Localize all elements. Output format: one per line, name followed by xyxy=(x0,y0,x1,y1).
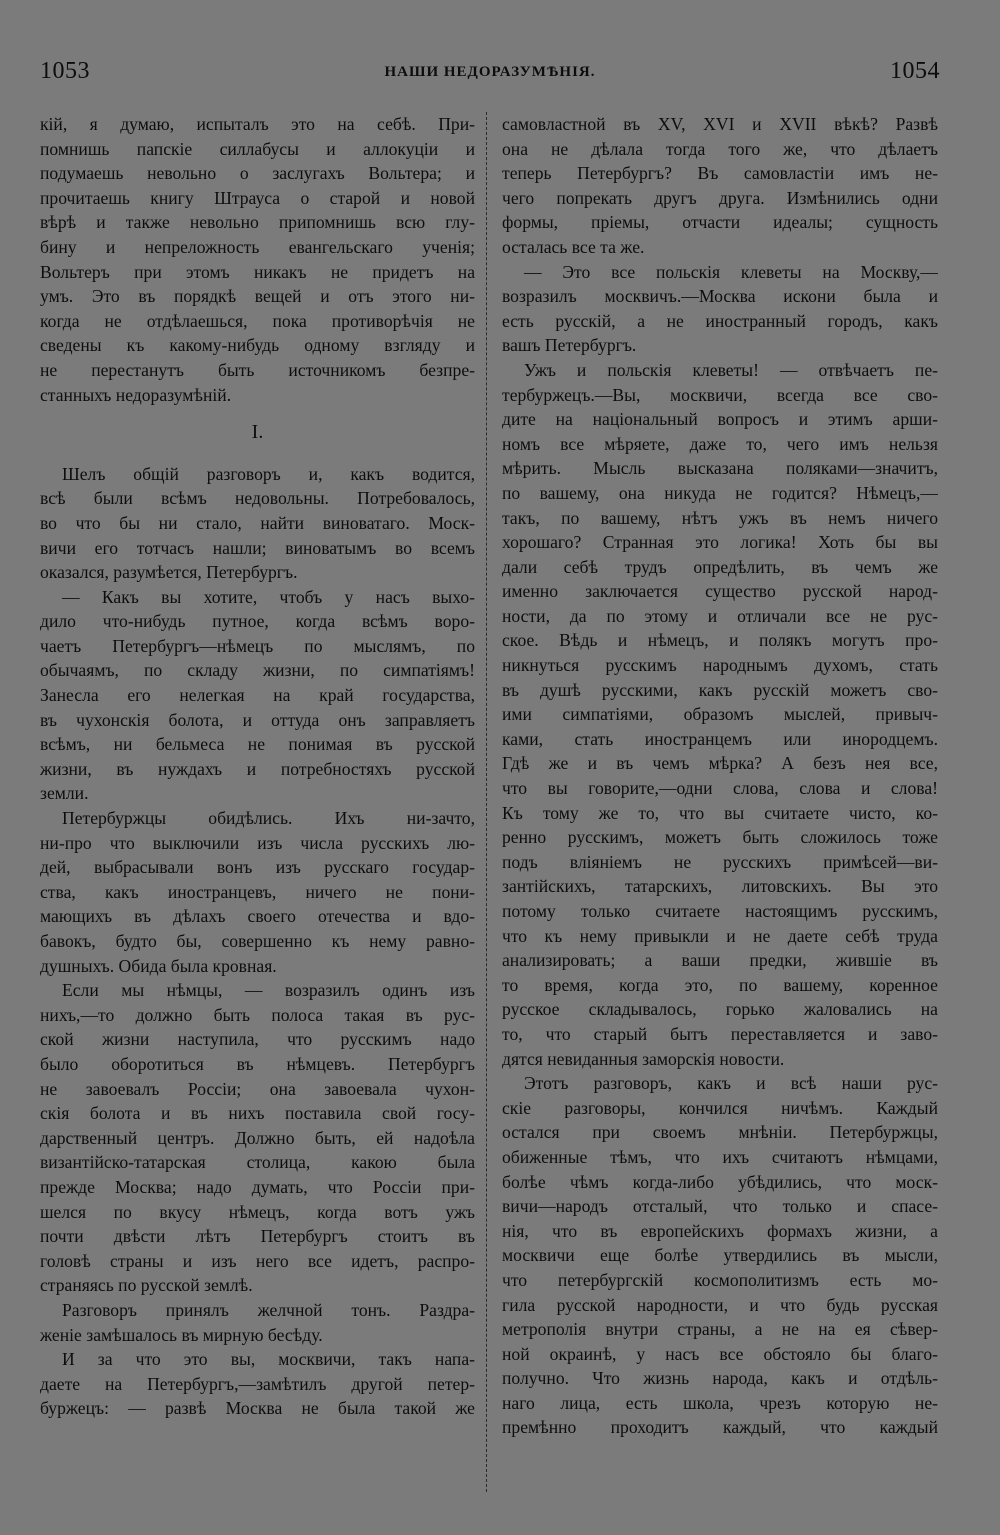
text-line: метрополія внутри страны, а не на ея сѣвер- xyxy=(502,1319,938,1340)
text-line: Разговоръ принялъ желчной тонъ. Раздра- xyxy=(62,1299,475,1320)
text-line: даете на Петербургъ,—замѣтилъ другой петер- xyxy=(40,1373,475,1394)
text-line: никнуться русскимъ народнымъ духомъ, стать xyxy=(502,655,938,676)
text-line: почти двѣсти лѣтъ Петербургъ стоитъ въ xyxy=(40,1226,475,1247)
right-column xyxy=(502,112,938,1440)
text-line: зантійскихъ, татарскихъ, литовскихъ. Вы это xyxy=(502,876,938,897)
text-line: сведены къ какому-нибудь одному взгляду и xyxy=(40,335,475,356)
text-line: получно. Что жизнь народа, какъ и отдѣль- xyxy=(502,1368,938,1389)
text-line: мѣрить. Мысль высказана поляками—значитъ, xyxy=(502,458,938,479)
text-line: мающихъ въ дѣлахъ своего отечества и вдо- xyxy=(40,906,475,927)
text-line: страняясь по русской землѣ. xyxy=(40,1275,253,1296)
text-line: въ чухонскія болота, и оттуда онъ заправляетъ xyxy=(40,709,475,730)
text-line: помнишь папскіе силлабусы и аллокуціи и xyxy=(40,138,475,159)
text-line: она не дѣлала тогда того же, что дѣлаетъ xyxy=(502,138,938,159)
text-line: тербуржецъ.—Вы, москвичи, всегда все сво- xyxy=(502,384,938,405)
text-line: то время, когда это, по вашему, коренное xyxy=(502,974,938,995)
text-line: И за что это вы, москвичи, такъ напа- xyxy=(62,1349,475,1370)
section-heading: I. xyxy=(251,421,264,444)
text-line: дали себѣ трудъ опредѣлить, въ чемъ же xyxy=(502,556,938,577)
text-line: станныхъ недоразумѣній. xyxy=(40,384,232,405)
text-line: обычаямъ, по складу жизни, по симпатіямъ! xyxy=(40,660,475,681)
text-line: ское. Вѣдь и нѣмецъ, и полякъ могутъ про- xyxy=(502,630,938,651)
text-line: бавокъ, будто бы, совершенно къ нему равно- xyxy=(40,931,475,951)
text-line: вичи—народъ отсталый, что только и спасе- xyxy=(502,1196,938,1217)
text-line: обиженные тѣмъ, что ихъ считаютъ нѣмцами, xyxy=(502,1146,938,1167)
text-line: Если мы нѣмцы, — возразилъ одинъ изъ xyxy=(62,980,475,1001)
text-line: анализировать; а ваши предки, жившіе въ xyxy=(502,950,938,971)
text-line: Гдѣ же и въ чемъ мѣрка? А безъ нея все, xyxy=(502,753,938,774)
text-line: вѣрѣ и также невольно припомнишь всю глу- xyxy=(40,212,475,233)
column-divider xyxy=(486,112,487,1492)
text-line: скіе разговоры, кончился ничѣмъ. Каждый xyxy=(502,1097,938,1118)
text-line: гила русской народности, и что будь русская xyxy=(502,1294,938,1315)
text-line: нія, что въ европейскихъ формахъ жизни, а xyxy=(502,1220,938,1241)
text-line: Къ тому же то, что вы считаете чисто, ко- xyxy=(502,802,938,823)
text-line: Петербуржцы обидѣлись. Ихъ ни-зачто, xyxy=(62,808,475,829)
text-line: ской жизни наступила, что русскимъ надо xyxy=(40,1029,475,1050)
text-line: то, что старый бытъ переставляется и заво- xyxy=(502,1023,938,1044)
text-line: ими симпатіями, образомъ мыслей, привыч- xyxy=(502,704,938,725)
text-line: когда не отдѣлаешься, пока противорѣчія не xyxy=(40,310,475,331)
text-line: душныхъ. Обида была кровная. xyxy=(40,955,277,976)
text-line: теперь Петербургъ? Въ самовластіи имъ не- xyxy=(502,163,938,184)
text-line: прочитаешь книгу Штрауса о старой и новой xyxy=(40,187,475,208)
text-line: не перестанутъ быть источникомъ безпре- xyxy=(40,359,475,380)
text-line: — Какъ вы хотите, чтобъ у насъ выхо- xyxy=(62,586,475,607)
page-header xyxy=(40,58,940,88)
text-line: жизни, въ нуждахъ и потребностяхъ русской xyxy=(40,758,475,779)
text-line: во что бы ни стало, найти виноватаго. Моск- xyxy=(40,512,475,533)
text-line: подъ вліяніемъ не русскихъ примѣсей—ви- xyxy=(502,851,938,872)
text-line: ренно русскимъ, можетъ быть сложилось тоже xyxy=(502,827,938,848)
text-line: скія болота и въ нихъ поставила свой госу- xyxy=(40,1103,475,1124)
text-line: наго лица, есть школа, чрезъ которую не- xyxy=(502,1392,938,1413)
text-line: чего попрекать другъ друга. Измѣнились одни xyxy=(502,187,938,208)
text-line: было оборотиться въ нѣмцевъ. Петербургъ xyxy=(40,1053,475,1074)
text-line: дило что-нибудь путное, когда всѣмъ воро- xyxy=(40,611,475,632)
text-line: самовластной въ XV, XVI и XVII вѣкѣ? Развѣ xyxy=(502,114,938,134)
text-line: — Это все польскія клеветы на Москву,— xyxy=(524,261,938,282)
text-line: что петербургскій космополитизмъ есть мо- xyxy=(502,1269,938,1290)
text-line: дятся невиданныя заморскія новости. xyxy=(502,1048,785,1069)
text-line: оказался, разумѣется, Петербургъ. xyxy=(40,562,298,583)
text-line: чаетъ Петербургъ—нѣмецъ по мыслямъ, по xyxy=(40,635,475,656)
text-line: въ душѣ русскими, какъ русскій можетъ сво- xyxy=(502,679,938,700)
text-line: ной окраинѣ, у насъ все обстояло бы благо- xyxy=(502,1343,938,1364)
text-line: ками, стать иностранцемъ или инородцемъ. xyxy=(502,728,938,749)
text-line: по вашему, она никуда не годится? Нѣмецъ,— xyxy=(502,482,938,503)
page-number-right: 1054 xyxy=(890,58,940,84)
text-line: ства, какъ иностранцевъ, ничего не пони- xyxy=(40,881,475,902)
text-line: возразилъ москвичъ.—Москва искони была и xyxy=(502,286,938,307)
text-line: такъ, по вашему, нѣтъ ужъ въ немъ ничего xyxy=(502,507,938,528)
text-line: земли. xyxy=(40,783,89,804)
text-line: номъ все мѣряете, даже то, чего имъ нельзя xyxy=(502,433,938,454)
text-line: вашъ Петербургъ. xyxy=(502,335,637,356)
text-line: что вы говорите,—одни слова, слова и слова! xyxy=(502,778,938,799)
text-line: всѣмъ, ни бельмеса не понимая въ русской xyxy=(40,734,475,755)
text-line: Этотъ разговоръ, какъ и всѣ наши рус- xyxy=(524,1073,938,1094)
text-line: москвичи еще болѣе утвердились въ мысли, xyxy=(502,1245,938,1266)
running-title: НАШИ НЕДОРАЗУМѢНІЯ. xyxy=(384,64,596,80)
text-line: именно заключается существо русской народ- xyxy=(502,581,938,602)
text-line: вичи его тотчасъ нашли; виноватымъ во всемъ xyxy=(40,537,475,558)
text-line: не завоевалъ Россіи; она завоевала чухон- xyxy=(40,1078,475,1099)
text-line: ни-про что выключили изъ числа русскихъ лю- xyxy=(40,832,475,853)
text-line: византійско-татарская столица, какою была xyxy=(40,1152,475,1173)
text-line: дите на національный вопросъ и этимъ арши- xyxy=(502,409,938,430)
text-line: русское складывалось, горько жаловались на xyxy=(502,999,938,1020)
text-line: осталась все та же. xyxy=(502,236,645,257)
text-line: потому только считаете настоящимъ русскимъ, xyxy=(502,901,938,921)
text-line: что къ нему привыкли и не даете себѣ труда xyxy=(502,925,938,946)
text-line: умъ. Это въ порядкѣ вещей и отъ этого ни- xyxy=(40,286,475,307)
text-line: формы, пріемы, отчасти идеалы; сущность xyxy=(502,212,938,233)
text-line: ности, да по этому и отличали все не рус- xyxy=(502,605,938,626)
text-line: всѣ были всѣмъ недовольны. Потребовалось, xyxy=(40,488,475,509)
text-line: хорошаго? Странная это логика! Хоть бы вы xyxy=(502,532,938,553)
text-line: нихъ,—то должно быть полоса такая въ рус- xyxy=(40,1004,475,1025)
text-line: остался при своемъ мнѣніи. Петербуржцы, xyxy=(502,1122,938,1143)
text-line: женіе замѣшалось въ мирную бесѣду. xyxy=(40,1324,323,1345)
text-line: Шелъ общій разговоръ и, какъ водится, xyxy=(62,463,475,484)
text-line: Ужъ и польскія клеветы! — отвѣчаетъ пе- xyxy=(524,359,938,380)
text-line: кій, я думаю, испыталъ это на себѣ. При- xyxy=(40,114,475,134)
text-line: головѣ страны и изъ него все идетъ, распро- xyxy=(40,1250,475,1271)
text-line: подумаешь невольно о заслугахъ Вольтера; и xyxy=(40,163,475,184)
text-line: прежде Москва; надо думать, что Россіи при- xyxy=(40,1176,475,1197)
text-line: есть русскій, а не иностранный городъ, какъ xyxy=(502,310,938,331)
text-line: Занесла его нелегкая на край государства, xyxy=(40,685,475,706)
text-line: дей, выбрасывали вонъ изъ русскаго государ- xyxy=(40,857,475,878)
text-line: дарственный центръ. Должно быть, ей надоѣла xyxy=(40,1127,475,1148)
text-line: Вольтеръ при этомъ никакъ не придетъ на xyxy=(40,261,475,282)
text-line: болѣе чѣмъ когда-либо убѣдились, что моск- xyxy=(502,1171,938,1192)
text-line: бину и непреложность евангельскаго ученія; xyxy=(40,236,475,257)
text-line: премѣнно проходитъ каждый, что каждый xyxy=(502,1417,938,1438)
left-column xyxy=(40,112,475,1421)
page-number-left: 1053 xyxy=(40,58,90,84)
text-line: шелся по вкусу нѣмецъ, когда вотъ ужъ xyxy=(40,1201,475,1222)
text-line: буржецъ: — развѣ Москва не была такой же xyxy=(40,1398,475,1419)
